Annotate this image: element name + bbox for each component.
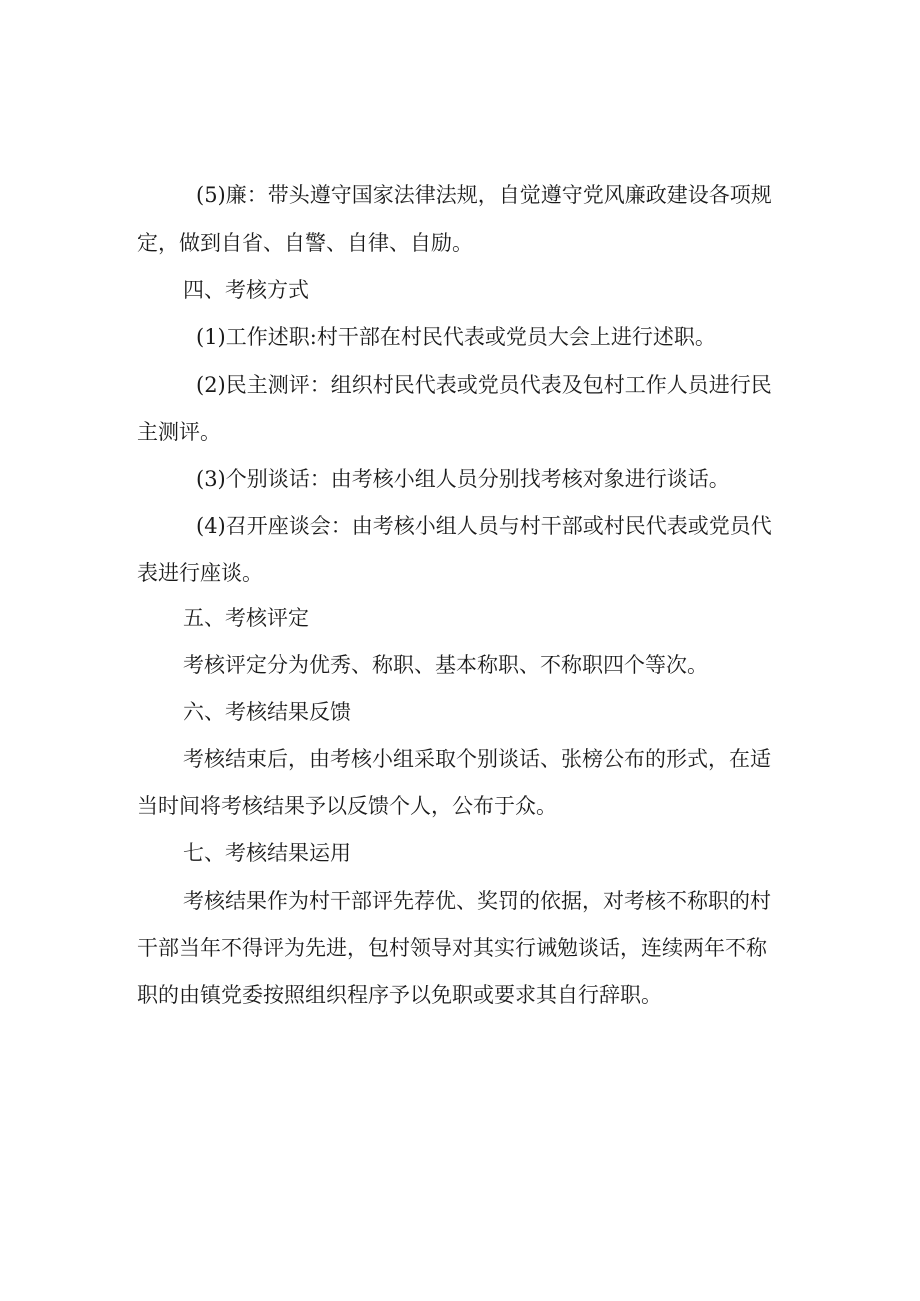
paragraph-line: 主测评。 [137,420,221,444]
paragraph-line: 考核评定分为优秀、称职、基本称职、不称职四个等次。 [183,653,708,677]
section-heading: 六、考核结果反馈 [183,700,351,724]
section-heading: 七、考核结果运用 [183,841,351,865]
paragraph-line: 考核结束后，由考核小组采取个别谈话、张榜公布的形式，在适 [183,747,771,771]
paragraph-line: 当时间将考核结果予以反馈个人，公布于众。 [137,794,557,818]
paragraph-line: (5)廉：带头遵守国家法律法规，自觉遵守党风廉政建设各项规 [196,183,772,207]
paragraph-line: (1)工作述职:村干部在村民代表或党员大会上进行述职。 [196,325,716,349]
paragraph-line: 表进行座谈。 [137,561,263,585]
paragraph-line: 考核结果作为村干部评先荐优、奖罚的依据，对考核不称职的村 [183,889,771,913]
paragraph-line: (3)个别谈话：由考核小组人员分别找考核对象进行谈话。 [196,467,730,491]
section-heading: 五、考核评定 [183,606,309,630]
paragraph-line: (2)民主测评：组织村民代表或党员代表及包村工作人员进行民 [196,373,772,397]
paragraph-line: 干部当年不得评为先进，包村领导对其实行诫勉谈话，连续两年不称 [137,936,767,960]
section-heading: 四、考核方式 [183,278,309,302]
paragraph-line: (4)召开座谈会：由考核小组人员与村干部或村民代表或党员代 [196,514,772,538]
paragraph-line: 职的由镇党委按照组织程序予以免职或要求其自行辞职。 [137,983,662,1007]
paragraph-line: 定，做到自省、自警、自律、自励。 [137,231,473,255]
